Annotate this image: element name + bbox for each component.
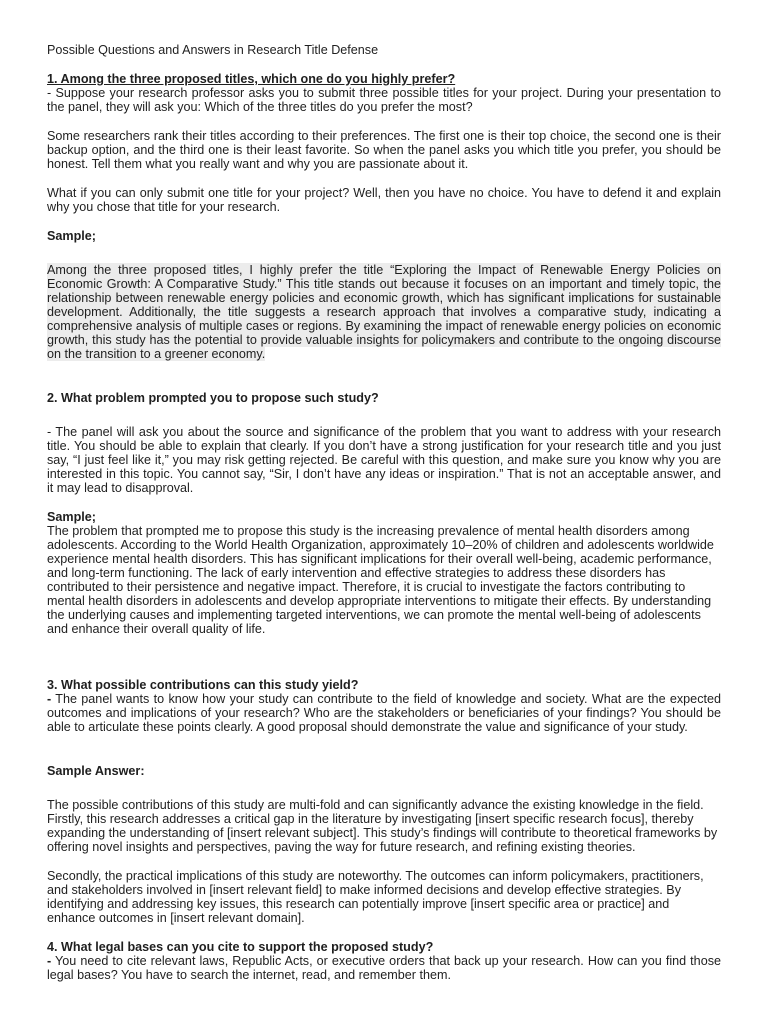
question-1-sample-text bbox=[47, 263, 721, 361]
document-title: Possible Questions and Answers in Research Title Defense bbox=[47, 43, 379, 57]
question-3-intro-dash: - bbox=[47, 692, 52, 706]
question-1-paragraph-3: What if you can only submit one title for your project? Well, then you have no choice. You have to defend it and explain why you chose that title for your research. bbox=[47, 186, 721, 214]
question-1-sample-label: Sample; bbox=[47, 229, 96, 243]
question-2-intro: - The panel will ask you about the source and significance of the problem that you want to address with your research title. You should be able to explain that clearly. If you don’t have a strong justification for your research title and you just say, “I just feel like it,” you may risk getting rejected. Be careful with this question, and make sure you know why you are interested in this topic. You cannot say, “Sir, I don’t have any ideas or inspiration.” That is not an acceptable answer, and it may lead to disapproval. bbox=[47, 425, 721, 495]
question-1-intro: - Suppose your research professor asks you to submit three possible titles for your project. During your presentation to the panel, they will ask you: Which of the three titles do you prefer the most? bbox=[47, 86, 721, 114]
question-1-heading: 1. Among the three proposed titles, which one do you highly prefer? bbox=[47, 72, 456, 86]
question-3-intro-text: The panel wants to know how your study can contribute to the field of knowledge and society. What are the expected outcomes and implications of your research? Who are the stakeholders or beneficiaries of your findings? You should be able to articulate these points clearly. A good proposal should demonstrate the value and significance of your study. bbox=[47, 692, 721, 734]
question-3-heading: 3. What possible contributions can this study yield? bbox=[47, 678, 359, 692]
question-2-heading: 2. What problem prompted you to propose such study? bbox=[47, 391, 379, 405]
question-1-sample-highlight: Among the three proposed titles, I highly prefer the title “Exploring the Impact of Renewable Energy Policies on Economic Growth: A Comparative Study.” This title stands out because it focuses on an important and timely topic, the relationship between renewable energy policies and economic growth, which has significant implications for sustainable development. Additionally, the title suggests a research approach that involves a comparative study, indicating a comprehensive analysis of multiple cases or regions. By examining the impact of renewable energy policies on economic growth, this study has the potential to provide valuable insights for policymakers and contribute to the ongoing discourse on the transition to a greener economy. bbox=[47, 263, 721, 361]
question-3-paragraph-2: Secondly, the practical implications of this study are noteworthy. The outcomes can inform policymakers, practitioners, and stakeholders involved in [insert relevant field] to make informed decisions and develop effective strategies. By identifying and addressing key issues, this research can potentially improve [insert specific area or practice] and enhance outcomes in [insert relevant domain]. bbox=[47, 869, 704, 925]
question-2-section bbox=[47, 391, 721, 636]
question-3-intro bbox=[47, 692, 721, 734]
question-1-paragraph-2: Some researchers rank their titles according to their preferences. The first one is their top choice, the second one is their backup option, and the third one is their least favorite. So when the panel asks you which title you prefer, you should be honest. Tell them what you really want and why you are passionate about it. bbox=[47, 129, 721, 171]
question-2-sample-label: Sample; bbox=[47, 510, 96, 524]
question-4-section bbox=[47, 940, 721, 982]
question-3-section bbox=[47, 678, 721, 925]
question-1-section bbox=[47, 72, 721, 361]
question-3-paragraph-1: The possible contributions of this study are multi-fold and can significantly advance the existing knowledge in the field. Firstly, this research addresses a critical gap in the literature by investigating [insert specific research focus], thereby expanding the understanding of [insert relevant subject]. This study’s findings will contribute to theoretical frameworks by offering novel insights and perspectives, paving the way for future research, and refining existing theories. bbox=[47, 798, 718, 854]
question-4-intro-text: You need to cite relevant laws, Republic Acts, or executive orders that back up your research. How can you find those legal bases? You have to search the internet, read, and remember them. bbox=[47, 954, 721, 982]
question-3-sample-label: Sample Answer: bbox=[47, 764, 145, 778]
question-4-heading: 4. What legal bases can you cite to support the proposed study? bbox=[47, 940, 434, 954]
question-2-sample-text: The problem that prompted me to propose this study is the increasing prevalence of mental health disorders among adolescents. According to the World Health Organization, approximately 10–20% of children and adolescents worldwide experience mental health disorders. This has significant implications for their overall well-being, academic performance, and long-term functioning. The lack of early intervention and effective strategies to address these disorders has contributed to their persistence and negative impact. Therefore, it is crucial to investigate the factors contributing to mental health disorders in adolescents and develop appropriate interventions to mitigate their effects. By understanding the underlying causes and implementing targeted interventions, we can promote the mental well-being of adolescents and enhance their overall quality of life. bbox=[47, 524, 714, 636]
document-page bbox=[47, 43, 721, 982]
question-4-intro bbox=[47, 954, 721, 982]
question-4-intro-dash: - bbox=[47, 954, 52, 968]
